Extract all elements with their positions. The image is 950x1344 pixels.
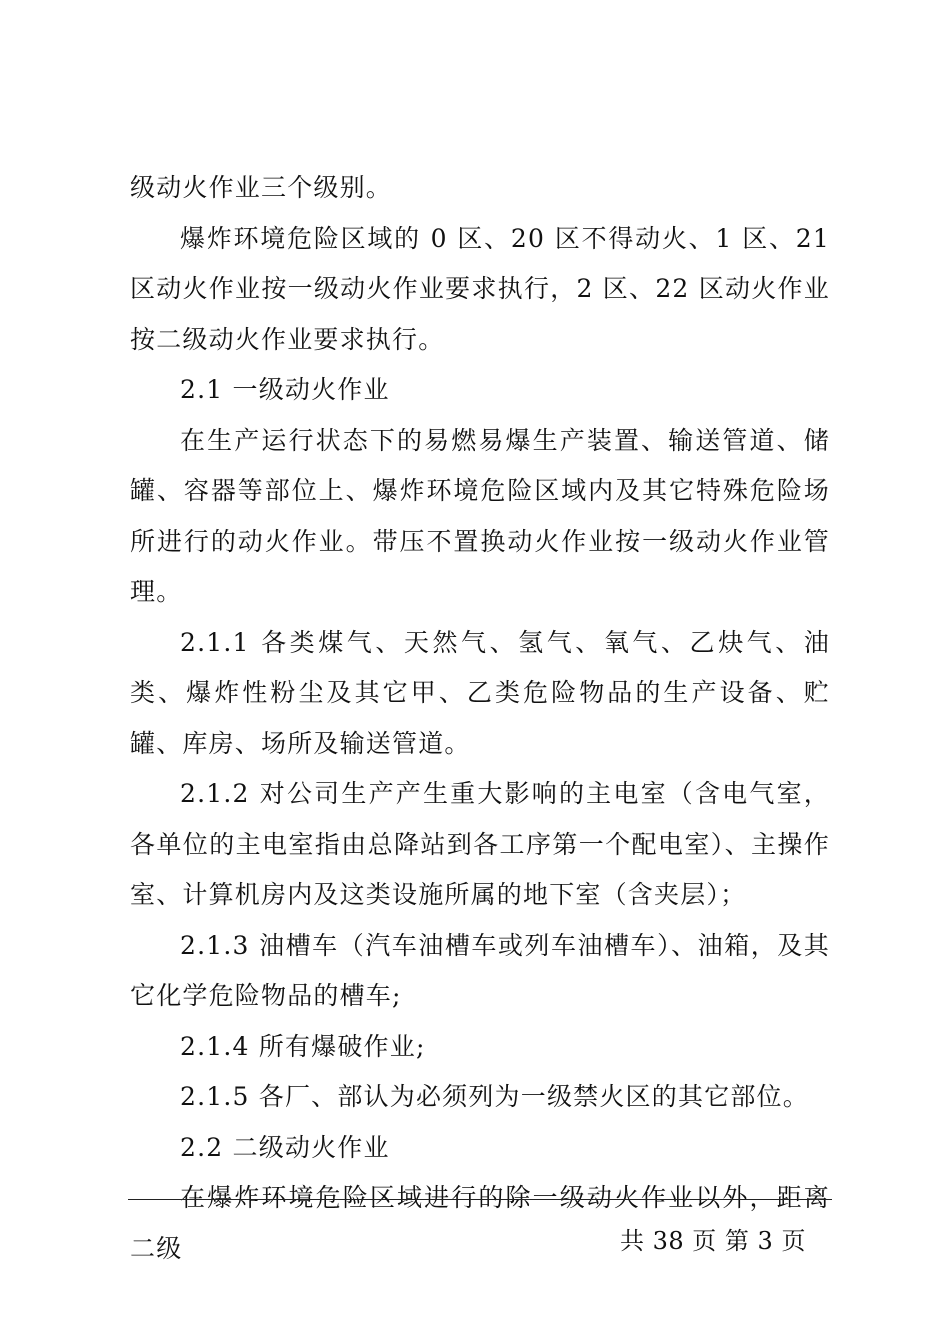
clause-2-1-5: 2.1.5 各厂、部认为必须列为一级禁火区的其它部位。 <box>180 1082 809 1111</box>
paragraph-level-two-definition: 在爆炸环境危险区域进行的除一级动火作业以外，距离二级 <box>130 1183 830 1263</box>
paragraph-explosion-zones: 爆炸环境危险区域的 0 区、20 区不得动火、1 区、21 区动火作业按一级动火作业要求执行，2 区、22 区动火作业按二级动火作业要求执行。 <box>130 223 830 354</box>
paragraph-level-one-definition: 在生产运行状态下的易燃易爆生产装置、输送管道、储罐、容器等部位上、爆炸环境危险区域内及其它特殊危险场所进行的动火作业。带压不置换动火作业按一级动火作业管理。 <box>130 425 830 606</box>
footer-divider <box>128 1199 832 1200</box>
clause-2-1-2: 2.1.2 对公司生产产生重大影响的主电室（含电气室，各单位的主电室指由总降站到各工序第一个配电室）、主操作室、计算机房内及这类设施所属的地下室（含夹层）； <box>130 779 830 909</box>
document-body <box>130 163 830 1274</box>
section-heading-2-2: 2.2 二级动火作业 <box>180 1132 390 1162</box>
clause-2-1-4: 2.1.4 所有爆破作业; <box>180 1031 426 1061</box>
paragraph-continuation: 级动火作业三个级别。 <box>130 173 393 202</box>
section-heading-2-1: 2.1 一级动火作业 <box>180 375 390 404</box>
clause-2-1-1: 2.1.1 各类煤气、天然气、氢气、氧气、乙炔气、油类、爆炸性粉尘及其它甲、乙类危险物品的生产设备、贮罐、库房、场所及输送管道。 <box>130 627 830 758</box>
clause-2-1-3: 2.1.3 油槽车（汽车油槽车或列车油槽车）、油箱，及其它化学危险物品的槽车; <box>130 930 830 1010</box>
page-number: 共 38 页 第 3 页 <box>620 1227 806 1255</box>
